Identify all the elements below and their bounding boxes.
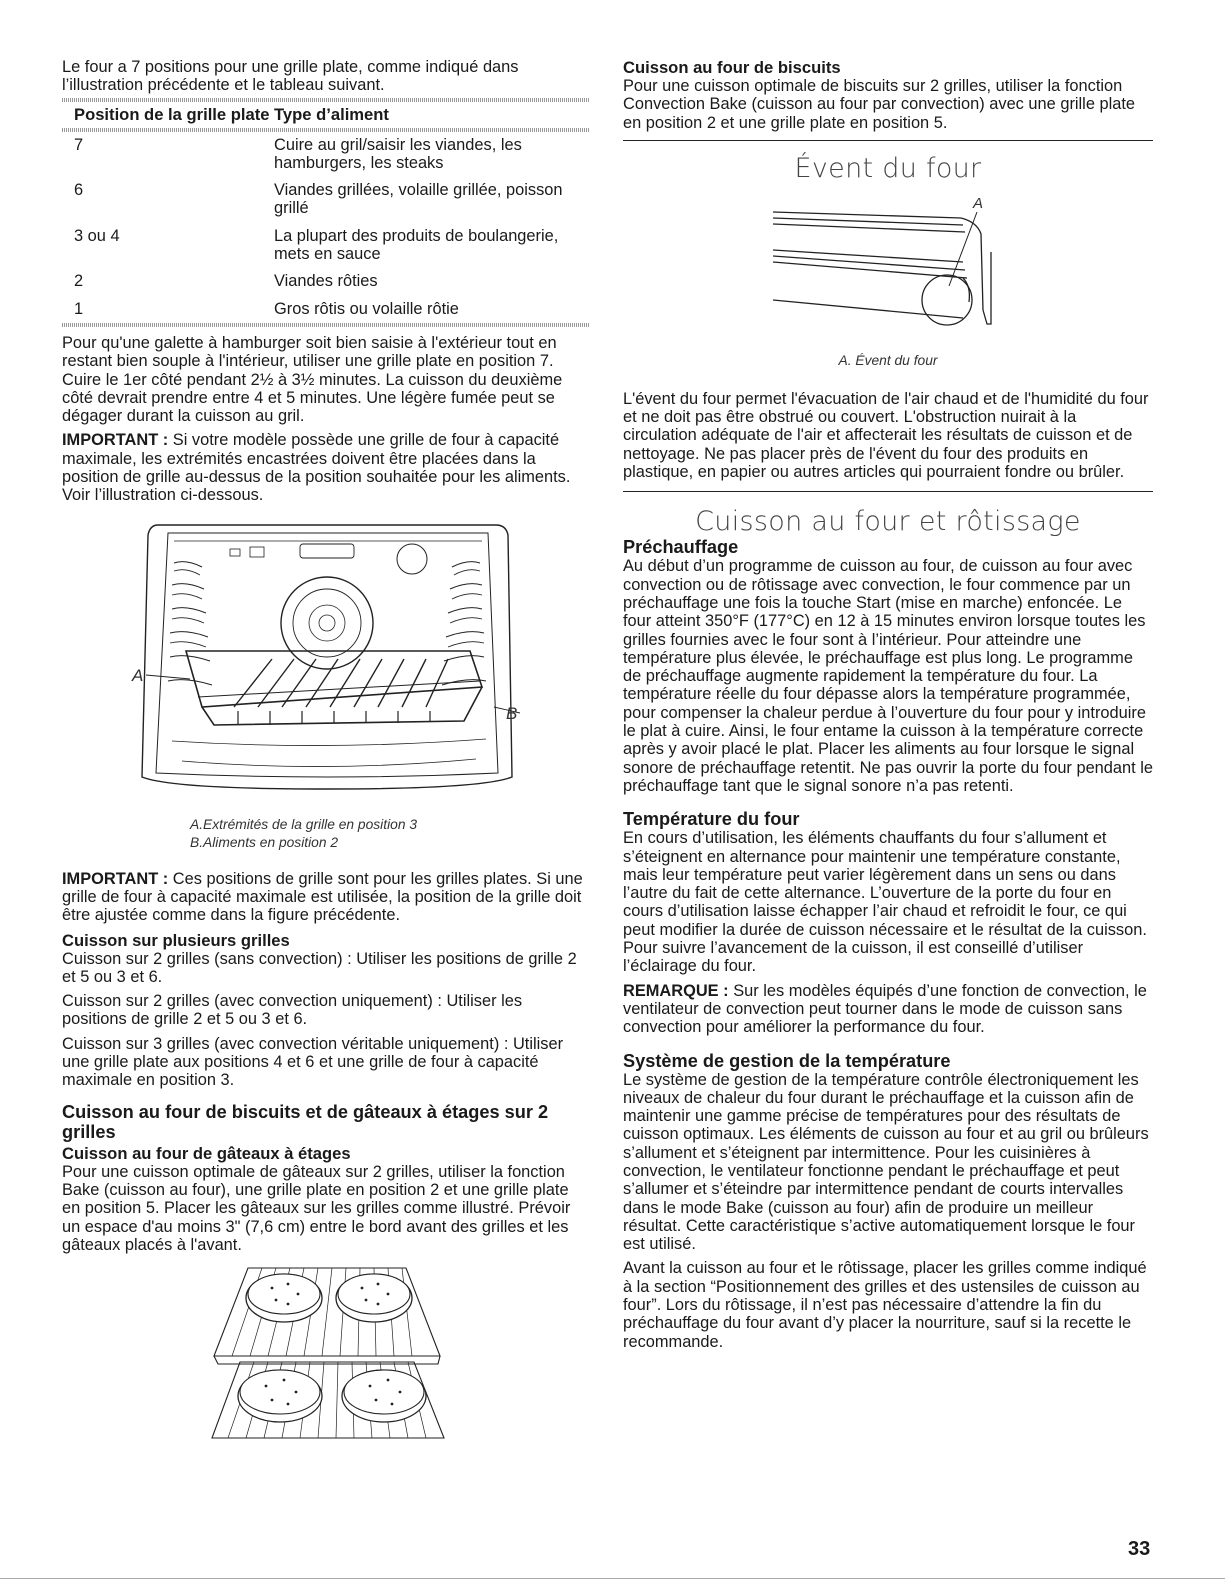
cuisson-section-title: Cuisson au four et rôtissage — [695, 506, 1081, 538]
biscuits-cakes-heading: Cuisson au four de biscuits et de gâteaux à étages sur 2 grilles — [62, 1101, 549, 1142]
intro-paragraph: Le four a 7 positions pour une grille plate, comme indiqué dans l’illustration précédente et le tableau suivant. — [62, 58, 519, 95]
multi-rack-paragraph-2: Cuisson sur 2 grilles (avec convection uniquement) : Utiliser les positions de grille 2 et 5 ou 3 et 6. — [62, 992, 523, 1029]
oven-figure-caption: A.Extrémités de la grille en position 3 B.Aliments en position 2 — [190, 816, 417, 850]
layer-cakes-paragraph: Pour une cuisson optimale de gâteaux sur 2 grilles, utiliser la fonction Bake (cuisson au four), une grille plate en position 2 et une grille plate en position 5. Placer les gâteaux sur les grilles comme illustré. Prévoir un espace d'au moins 3" (7,6 cm) entre le bord avant des grilles et les gâteaux placés à l'avant. — [62, 1162, 571, 1254]
rack-position-table — [62, 102, 590, 323]
table-row: 2 Viandes rôties — [74, 272, 378, 291]
oven-vent-figure — [623, 192, 1153, 344]
right-column — [623, 58, 1153, 1357]
hamburger-paragraph: Pour qu'une galette à hamburger soit bien saisie à l'extérieur tout en restant bien souple à l'intérieur, utiliser une grille plate en position 7. Cuire le 1er côté pendant 2½ à 3½ minutes. La cuisson du deuxième côté devrait prendre entre 4 et 5 minutes. Une légère fumée peut se dégager durant la cuisson au gril. — [62, 333, 563, 426]
important-paragraph-2: IMPORTANT : Ces positions de grille sont pour les grilles plates. Si une grille de four à capacité maximale est utilisée, la position de la grille doit être ajustée comme dans la figure précédente. — [62, 869, 583, 925]
oven-interior-figure — [62, 511, 590, 816]
oven-interior-illustration — [62, 511, 590, 816]
temperature-heading: Température du four — [623, 809, 800, 830]
page-bottom-rule — [0, 1578, 1225, 1579]
vent-paragraph: L'évent du four permet l'évacuation de l'air chaud et de l'humidité du four et ne doit pas être obstrué ou couvert. L'obstruction nuirait à la circulation adéquate de l'air et affecterait les résultats de cuisson et de nettoyage. Ne pas placer près de l'évent du four des produits en plastique, en papier ou autres articles qui pourraient fondre ou brûler. — [623, 389, 1149, 482]
multi-rack-paragraph-1: Cuisson sur 2 grilles (sans convection) : Utiliser les positions de grille 2 et 5 ou 3 et 6. — [62, 949, 577, 986]
section-rule-cuisson — [623, 491, 1153, 492]
table-row: 3 ou 4 La plupart des produits de boulangerie, mets en sauce — [74, 226, 559, 264]
table-header-position: Position de la grille plate — [74, 104, 270, 124]
table-row: 1 Gros rôtis ou volaille rôtie — [74, 299, 459, 318]
vent-section-title: Évent du four — [794, 152, 982, 184]
table-row: 7 Cuire au gril/saisir les viandes, les hamburgers, les steaks — [74, 135, 522, 172]
figure-label-b: B — [506, 703, 518, 723]
table-bottom-rule — [62, 323, 590, 327]
oven-vent-illustration — [623, 192, 1153, 344]
preheat-heading: Préchauffage — [623, 537, 739, 558]
layer-cakes-subheading: Cuisson au four de gâteaux à étages — [62, 1143, 351, 1163]
biscuits-subheading: Cuisson au four de biscuits — [623, 58, 841, 77]
temperature-paragraph: En cours d’utilisation, les éléments chauffants du four s’allument et s’éteignent en alternance pour maintenir une température constante, mais leur température peut varier légèrement dans un sens ou dans l’autre du fait de cette alternance. L’ouverture de la porte du four en cours d’utilisation laisse échapper l’air chaud et refroidit le four, ce qui peut modifier la durée de cuisson nécessaire et le résultat de la cuisson. Pour suivre l’avancement de la cuisson, il est conseillé d’utiliser l’éclairage du four. — [623, 829, 1147, 976]
multi-rack-heading: Cuisson sur plusieurs grilles — [62, 930, 290, 950]
section-rule-vent — [623, 140, 1153, 141]
vent-figure-label-a: A — [973, 194, 984, 212]
page-number: 33 — [1128, 1538, 1151, 1560]
multi-rack-paragraph-3: Cuisson sur 3 grilles (avec convection véritable uniquement) : Utiliser une grille plate aux positions 4 et 6 et une grille de four à capacité maximale en position 3. — [62, 1034, 564, 1090]
temp-management-heading: Système de gestion de la température — [623, 1050, 951, 1071]
cakes-racks-figure — [62, 1260, 590, 1442]
table-row: 6 Viandes grillées, volaille grillée, poisson grillé — [74, 181, 563, 218]
cakes-racks-illustration — [62, 1260, 590, 1442]
preheat-paragraph: Au début d’un programme de cuisson au four, de cuisson au four avec convection ou de rôtissage avec convection, le four commence par un préchauffage une fois la touche Start (mise en marche) enfoncée. Le four atteint 350°F (177°C) en 12 à 15 minutes environ lorsque toutes les grilles fournies avec le four sont à l’intérieur. Pour atteindre une température plus élevée, le préchauffage est plus long. Le programme de préchauffage augmente rapidement la température du four. La température réelle du four dépasse alors la température programmée, pour compenser la chaleur perdue à l’ouverture du four pour y introduire le plat à cuire. Ainsi, le four entame la cuisson à la température correcte après y avoir placé le plat. Placer les aliments au four lorsque le signal sonore de préchauffage retentit. Ne pas ouvrir la porte du four pendant le préchauffage tant que le signal sonore n’a pas retenti. — [623, 557, 1154, 795]
temp-management-paragraph: Le système de gestion de la température contrôle électroniquement les niveaux de chaleur du four durant le préchauffage et la cuisson afin de maintenir une gamme précise de températures pour des résultats de cuisson optimaux. Les éléments de cuisson au four et au gril ou brûleurs s’allument et s’éteignent par intermittence. Pour les cuisinières à convection, le ventilateur fonctionne pendant le préchauffage et peut s’allumer et s’éteindre par intermittence pendant de courts intervalles dans le mode Bake (cuisson au four) afin de produire un meilleur résultat. Cette caractéristique s’active automatiquement lorsque le four est utilisé. — [623, 1070, 1149, 1254]
table-header-food: Type d’aliment — [274, 104, 389, 124]
important-paragraph-1: IMPORTANT : Si votre modèle possède une grille de four à capacité maximale, les extrémités encastrées doivent être placées dans la position de grille au-dessus de la position souhaitée pour les aliments. Voir l’illustration ci-dessous. — [62, 431, 571, 505]
before-cooking-paragraph: Avant la cuisson au four et le rôtissage, placer les grilles comme indiqué à la section “Positionnement des grilles et des ustensiles de cuisson au four”. Lors du rôtissage, il n’est pas nécessaire d’attendre la fin du préchauffage du four avant d’y placer la nourriture, sauf si la recette le recommande. — [623, 1259, 1147, 1351]
figure-label-a: A — [132, 665, 144, 685]
remarque-paragraph: REMARQUE : Sur les modèles équipés d’une fonction de convection, le ventilateur de convection peut tourner dans le mode de cuisson sans convection pour améliorer la performance du four. — [623, 981, 1147, 1037]
vent-figure-caption: A. Évent du four — [838, 352, 938, 368]
biscuits-paragraph: Pour une cuisson optimale de biscuits sur 2 grilles, utiliser la fonction Convection Bake (cuisson au four par convection) avec une grille plate en position 2 et une grille plate en position 5. — [623, 77, 1136, 132]
left-column — [62, 58, 590, 1442]
